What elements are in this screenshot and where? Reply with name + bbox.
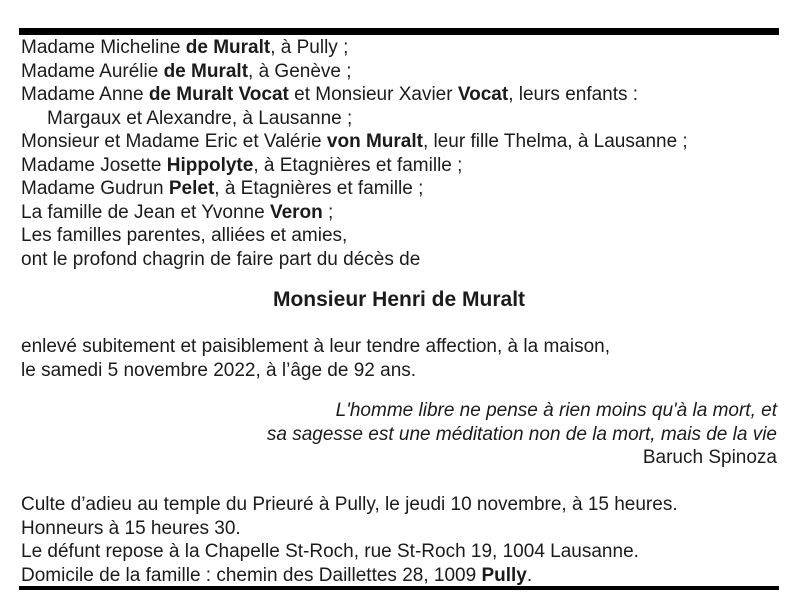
top-rule xyxy=(19,28,779,35)
family-line: La famille de Jean et Yvonne Veron ; xyxy=(21,201,334,223)
family-line: ont le profond chagrin de faire part du décès de xyxy=(21,248,421,270)
quote-lines xyxy=(19,399,777,446)
ceremony-details xyxy=(21,493,678,587)
ceremony-line: Honneurs à 15 heures 30. xyxy=(21,517,241,539)
death-details xyxy=(21,335,610,382)
family-line: Madame Anne de Muralt Vocat et Monsieur Xavier Vocat, leurs enfants : xyxy=(21,84,639,105)
family-line: Les familles parentes, alliées et amies, xyxy=(21,225,348,246)
bottom-rule xyxy=(19,586,779,590)
ceremony-line: Domicile de la famille : chemin des Daillettes 28, 1009 Pully. xyxy=(21,564,533,586)
death-detail-line: enlevé subitement et paisiblement à leur tendre affection, à la maison, xyxy=(21,336,610,357)
quote-line: sa sagesse est une méditation non de la mort, mais de la vie xyxy=(266,423,777,445)
death-detail-line: le samedi 5 novembre 2022, à l’âge de 92 ans. xyxy=(21,359,417,381)
family-line: Margaux et Alexandre, à Lausanne ; xyxy=(47,107,353,129)
deceased-name-title: Monsieur Henri de Muralt xyxy=(272,288,526,311)
quote-block xyxy=(19,399,777,470)
family-line: Monsieur et Madame Eric et Valérie von Muralt, leur fille Thelma, à Lausanne ; xyxy=(21,131,688,152)
family-line: Madame Micheline de Muralt, à Pully ; xyxy=(21,37,349,58)
family-line: Madame Josette Hippolyte, à Etagnières et famille ; xyxy=(21,154,463,176)
ceremony-line: Culte d’adieu au temple du Prieuré à Pully, le jeudi 10 novembre, à 15 heures. xyxy=(21,494,678,515)
quote-line: L'homme libre ne pense à rien moins qu'à la mort, et xyxy=(335,400,777,421)
quote-attribution: Baruch Spinoza xyxy=(642,447,777,468)
family-line: Madame Gudrun Pelet, à Etagnières et famille ; xyxy=(21,178,424,199)
family-line: Madame Aurélie de Muralt, à Genève ; xyxy=(21,60,352,82)
family-list xyxy=(21,36,688,271)
ceremony-line: Le défunt repose à la Chapelle St-Roch, rue St-Roch 19, 1004 Lausanne. xyxy=(21,541,639,562)
